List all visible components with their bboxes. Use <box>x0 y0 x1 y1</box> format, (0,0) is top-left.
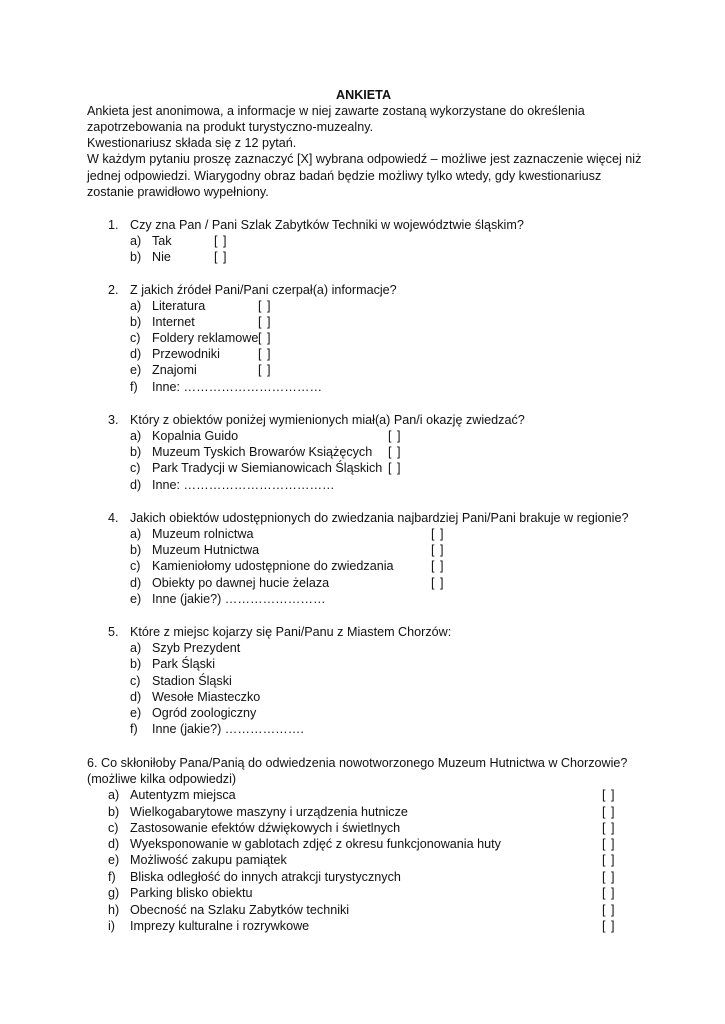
checkbox[interactable]: [ ] <box>602 886 616 900</box>
checkbox[interactable]: [ ] <box>258 315 272 329</box>
option-label: Stadion Śląski <box>152 674 232 688</box>
question-text: Czy zna Pan / Pani Szlak Zabytków Techniki w województwie śląskim? <box>130 218 524 232</box>
option-letter: a) <box>108 788 120 802</box>
question-number: 3. <box>108 413 119 427</box>
option-letter: d) <box>130 690 142 704</box>
option-letter: d) <box>130 347 142 361</box>
option-label: Ogród zoologiczny <box>152 706 257 720</box>
option-letter: a) <box>130 429 142 443</box>
checkbox[interactable]: [ ] <box>602 821 616 835</box>
intro-line: zapotrzebowania na produkt turystyczno-muzealny. <box>87 120 374 134</box>
option-label: Wesołe Miasteczko <box>152 690 261 704</box>
option-letter: d) <box>130 478 142 492</box>
option-letter: b) <box>130 543 142 557</box>
option-label: Autentyzm miejsca <box>130 788 236 802</box>
option-label: Wyeksponowanie w gablotach zdjęć z okresu funkcjonowania huty <box>130 837 501 851</box>
option-label: Obecność na Szlaku Zabytków techniki <box>130 903 350 917</box>
option-letter: b) <box>130 250 142 264</box>
option-label: Foldery reklamowe <box>152 331 259 345</box>
checkbox[interactable]: [ ] <box>214 234 228 248</box>
option-letter: e) <box>130 592 142 606</box>
option-letter: e) <box>130 363 142 377</box>
checkbox[interactable]: [ ] <box>602 919 616 933</box>
option-label: Szyb Prezydent <box>152 641 241 655</box>
option-letter: d) <box>108 837 120 851</box>
intro-line: W każdym pytaniu proszę zaznaczyć [X] wybrana odpowiedź – możliwe jest zaznaczenie więcej niż <box>87 152 642 166</box>
option-letter: g) <box>108 886 120 900</box>
checkbox[interactable]: [ ] <box>258 347 272 361</box>
option-letter: d) <box>130 576 142 590</box>
option-letter: c) <box>108 821 119 835</box>
option-label: Park Tradycji w Siemianowicach Śląskich <box>152 461 383 475</box>
checkbox[interactable]: [ ] <box>388 461 402 475</box>
option-label: Inne (jakie?) …………………… <box>152 592 326 606</box>
option-label: Wielkogabarytowe maszyny i urządzenia hutnicze <box>130 805 408 819</box>
option-label: Bliska odległość do innych atrakcji turystycznych <box>130 870 401 884</box>
checkbox[interactable]: [ ] <box>258 331 272 345</box>
checkbox[interactable]: [ ] <box>388 429 402 443</box>
intro-line: jednej odpowiedzi. Wiarygodny obraz badań będzie możliwy tylko wtedy, gdy kwestionariusz <box>87 169 602 183</box>
option-label: Inne: ……………………………… <box>152 478 335 492</box>
option-label: Imprezy kulturalne i rozrywkowe <box>130 919 310 933</box>
option-letter: e) <box>108 853 120 867</box>
option-label: Nie <box>152 250 171 264</box>
question-text: Z jakich źródeł Pani/Pani czerpał(a) informacje? <box>130 283 397 297</box>
option-label: Obiekty po dawnej hucie żelaza <box>152 576 330 590</box>
checkbox[interactable]: [ ] <box>431 527 445 541</box>
option-letter: c) <box>130 461 141 475</box>
question-text: Który z obiektów poniżej wymienionych miał(a) Pan/i okazję zwiedzać? <box>130 413 525 427</box>
option-label: Muzeum Tyskich Browarów Książęcych <box>152 445 373 459</box>
intro-line: Ankieta jest anonimowa, a informacje w niej zawarte zostaną wykorzystane do określenia <box>87 104 585 118</box>
checkbox[interactable]: [ ] <box>602 903 616 917</box>
option-letter: a) <box>130 234 142 248</box>
option-label: Parking blisko obiektu <box>130 886 253 900</box>
option-label: Kamieniołomy udostępnione do zwiedzania <box>152 559 394 573</box>
option-letter: e) <box>130 706 142 720</box>
option-label: Literatura <box>152 299 206 313</box>
checkbox[interactable]: [ ] <box>258 363 272 377</box>
checkbox[interactable]: [ ] <box>602 837 616 851</box>
question-note: (możliwe kilka odpowiedzi) <box>87 772 237 786</box>
question-text: Które z miejsc kojarzy się Pani/Panu z Miastem Chorzów: <box>130 625 452 639</box>
checkbox[interactable]: [ ] <box>602 788 616 802</box>
option-letter: b) <box>130 315 142 329</box>
intro-line: zostanie prawidłowo wypełniony. <box>87 185 269 199</box>
option-label: Znajomi <box>152 363 197 377</box>
checkbox[interactable]: [ ] <box>431 576 445 590</box>
option-label: Przewodniki <box>152 347 220 361</box>
option-letter: b) <box>130 445 142 459</box>
option-letter: c) <box>130 331 141 345</box>
option-letter: i) <box>108 919 115 933</box>
option-label: Tak <box>152 234 172 248</box>
option-label: Możliwość zakupu pamiątek <box>130 853 287 867</box>
question-text: 6. Co skłoniłoby Pana/Panią do odwiedzenia nowotworzonego Muzeum Hutnictwa w Chorzowie? <box>87 756 628 770</box>
checkbox[interactable]: [ ] <box>431 543 445 557</box>
option-label: Muzeum Hutnictwa <box>152 543 260 557</box>
option-letter: a) <box>130 527 142 541</box>
checkbox[interactable]: [ ] <box>214 250 228 264</box>
question-number: 5. <box>108 625 119 639</box>
checkbox[interactable]: [ ] <box>431 559 445 573</box>
option-label: Kopalnia Guido <box>152 429 239 443</box>
option-letter: b) <box>130 657 142 671</box>
option-label: Inne (jakie?) ………………. <box>152 722 304 736</box>
intro-line: Kwestionariusz składa się z 12 pytań. <box>87 136 297 150</box>
question-number: 2. <box>108 283 119 297</box>
option-label: Zastosowanie efektów dźwiękowych i świetlnych <box>130 821 401 835</box>
option-label: Park Śląski <box>152 657 215 671</box>
option-letter: f) <box>108 870 116 884</box>
question-number: 4. <box>108 511 119 525</box>
option-label: Internet <box>152 315 195 329</box>
checkbox[interactable]: [ ] <box>602 805 616 819</box>
option-letter: c) <box>130 674 141 688</box>
option-letter: a) <box>130 299 142 313</box>
page-title: ANKIETA <box>336 88 392 102</box>
checkbox[interactable]: [ ] <box>258 299 272 313</box>
option-letter: f) <box>130 722 138 736</box>
option-letter: h) <box>108 903 120 917</box>
checkbox[interactable]: [ ] <box>388 445 402 459</box>
checkbox[interactable]: [ ] <box>602 853 616 867</box>
question-text: Jakich obiektów udostępnionych do zwiedzania najbardziej Pani/Pani brakuje w regionie? <box>130 511 629 525</box>
option-letter: c) <box>130 559 141 573</box>
option-label: Inne: …………………………… <box>152 380 323 394</box>
option-letter: a) <box>130 641 142 655</box>
checkbox[interactable]: [ ] <box>602 870 616 884</box>
option-letter: b) <box>108 805 120 819</box>
question-number: 1. <box>108 218 119 232</box>
option-letter: f) <box>130 380 138 394</box>
option-label: Muzeum rolnictwa <box>152 527 254 541</box>
